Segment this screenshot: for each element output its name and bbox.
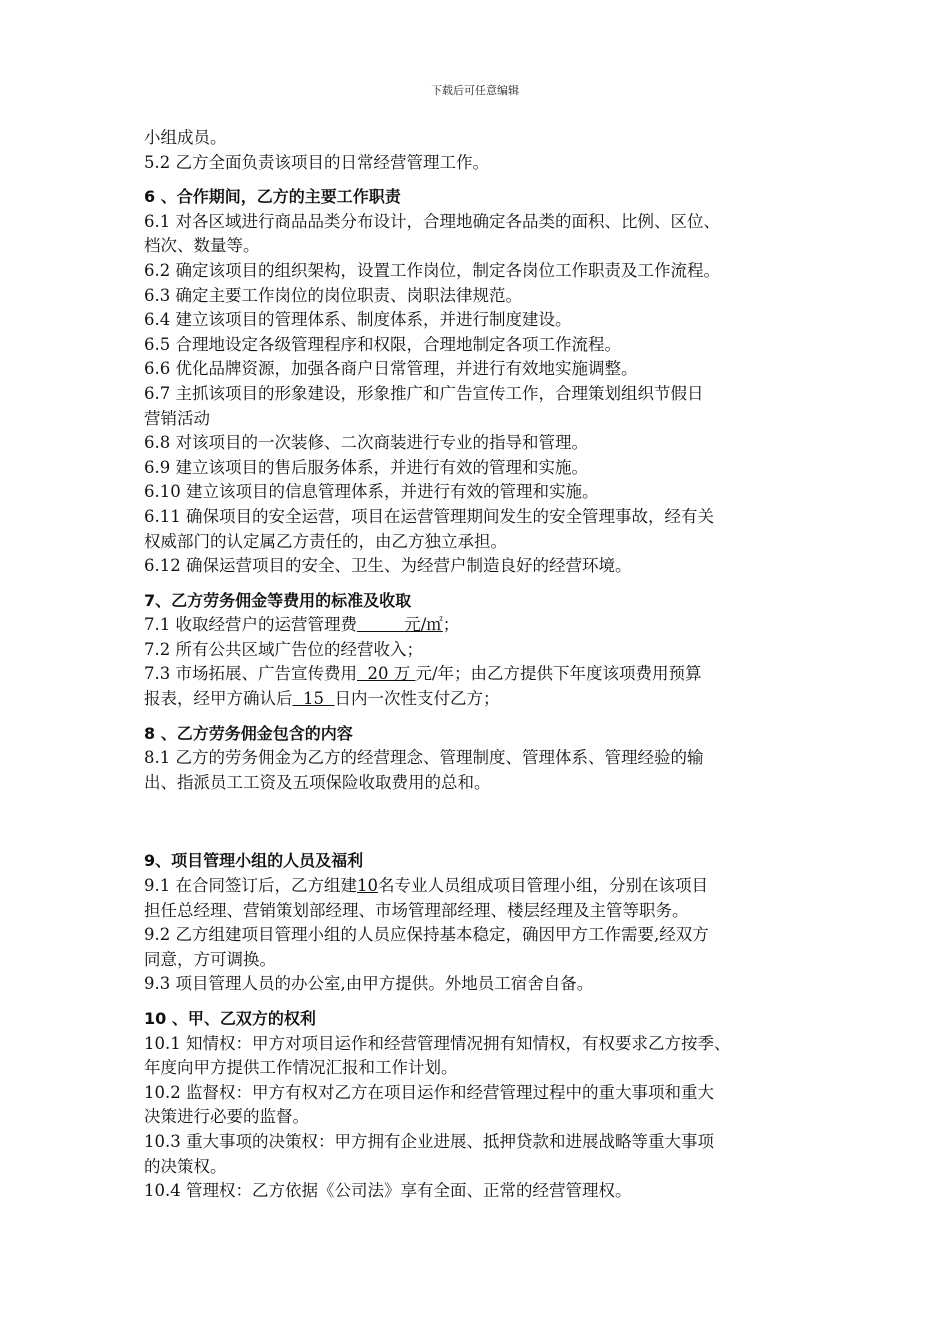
paragraph-line: 年度向甲方提供工作情况汇报和工作计划。 xyxy=(144,1058,458,1078)
paragraph-line: 营销活动 xyxy=(144,408,210,428)
paragraph-line: 权威部门的认定属乙方责任的，由乙方独立承担。 xyxy=(144,531,507,551)
paragraph-line: 档次、数量等。 xyxy=(144,236,260,256)
page-header: 下载后可任意编辑 xyxy=(431,84,519,97)
paragraph-line: 决策进行必要的监督。 xyxy=(144,1107,309,1127)
paragraph-line: 6.9 建立该项目的售后服务体系，并进行有效的管理和实施。 xyxy=(144,457,588,477)
paragraph-line: 的决策权。 xyxy=(144,1156,227,1176)
paragraph-line: 6.10 建立该项目的信息管理体系，并进行有效的管理和实施。 xyxy=(144,482,599,502)
paragraph-line: 同意，方可调换。 xyxy=(144,949,276,969)
text-segment: 报表，经甲方确认后 xyxy=(144,689,293,709)
paragraph-line: 出、指派员工工资及五项保险收取费用的总和。 xyxy=(144,772,491,792)
fee-blank xyxy=(357,615,404,634)
text-segment: 7.3 市场拓展、广告宣传费用 xyxy=(144,664,357,684)
paragraph-line: 5.2 乙方全面负责该项目的日常经营管理工作。 xyxy=(144,152,489,172)
fee-unit: 元/㎡ xyxy=(404,615,443,635)
payment-days: 15 xyxy=(292,689,335,709)
paragraph-line xyxy=(144,687,834,712)
paragraph-line xyxy=(144,613,834,638)
paragraph-line: 6.12 确保运营项目的安全、卫生、为经营户制造良好的经营环境。 xyxy=(144,556,632,576)
paragraph-line: 9.3 项目管理人员的办公室,由甲方提供。外地员工宿舍自备。 xyxy=(144,974,594,994)
paragraph-line: 10.3 重大事项的决策权：甲方拥有企业进展、抵押贷款和进展战略等重大事项 xyxy=(144,1131,714,1151)
text-segment: 元/年；由乙方提供下年度该项费用预算 xyxy=(415,664,702,684)
text-segment: 名专业人员组成项目管理小组，分别在该项目 xyxy=(378,876,708,896)
paragraph-line: 9.2 乙方组建项目管理小组的人员应保持基本稳定，确因甲方工作需要,经双方 xyxy=(144,925,709,945)
paragraph-line: 小组成员。 xyxy=(144,128,227,147)
paragraph-line: 6.11 确保项目的安全运营，项目在运营管理期间发生的安全管理事故，经有关 xyxy=(144,506,714,526)
paragraph-line: 10.2 监督权：甲方有权对乙方在项目运作和经营管理过程中的重大事项和重大 xyxy=(144,1082,714,1102)
paragraph-line: 6.1 对各区域进行商品品类分布设计，合理地确定各品类的面积、比例、区位、 xyxy=(144,211,720,231)
staff-count: 10 xyxy=(357,876,378,896)
paragraph-line: 6.6 优化品牌资源，加强各商户日常管理，并进行有效地实施调整。 xyxy=(144,359,638,379)
section-9-heading: 9、项目管理小组的人员及福利 xyxy=(144,851,364,871)
text-segment: 日内一次性支付乙方； xyxy=(334,689,500,709)
paragraph-line: 10.4 管理权：乙方依据《公司法》享有全面、正常的经营管理权。 xyxy=(144,1181,632,1201)
section-6-heading: 6 、合作期间，乙方的主要工作职责 xyxy=(144,187,401,207)
paragraph-line xyxy=(144,874,834,899)
paragraph-line: 6.8 对该项目的一次装修、二次商装进行专业的指导和管理。 xyxy=(144,433,588,453)
text-segment: 9.1 在合同签订后，乙方组建 xyxy=(144,876,357,896)
section-8-heading: 8 、乙方劳务佣金包含的内容 xyxy=(144,723,353,743)
paragraph-line: 6.5 合理地设定各级管理程序和权限，合理地制定各项工作流程。 xyxy=(144,334,621,354)
blank-space xyxy=(144,795,834,839)
paragraph-line: 7.2 所有公共区域广告位的经营收入； xyxy=(144,639,423,659)
text-segment: 7.1 收取经营户的运营管理费 xyxy=(144,615,357,635)
document-body xyxy=(144,126,834,1204)
paragraph-line: 8.1 乙方的劳务佣金为乙方的经营理念、管理制度、管理体系、管理经验的输 xyxy=(144,748,704,768)
fee-amount: 20 万 xyxy=(357,664,416,684)
paragraph-line xyxy=(144,662,834,687)
paragraph-line: 6.2 确定该项目的组织架构，设置工作岗位，制定各岗位工作职责及工作流程。 xyxy=(144,260,720,280)
text-segment: ； xyxy=(442,615,460,635)
section-10-heading: 10 、甲、乙双方的权利 xyxy=(144,1009,316,1028)
paragraph-line: 6.4 建立该项目的管理体系、制度体系，并进行制度建设。 xyxy=(144,310,572,330)
paragraph-line: 6.3 确定主要工作岗位的岗位职责、岗职法律规范。 xyxy=(144,285,522,305)
section-7-heading: 7、乙方劳务佣金等费用的标准及收取 xyxy=(144,590,412,610)
paragraph-line: 6.7 主抓该项目的形象建设，形象推广和广告宣传工作，合理策划组织节假日 xyxy=(144,383,704,403)
paragraph-line: 10.1 知情权：甲方对项目运作和经营管理情况拥有知情权，有权要求乙方按季、 xyxy=(144,1033,731,1053)
paragraph-line: 担任总经理、营销策划部经理、市场管理部经理、楼层经理及主管等职务。 xyxy=(144,900,689,920)
